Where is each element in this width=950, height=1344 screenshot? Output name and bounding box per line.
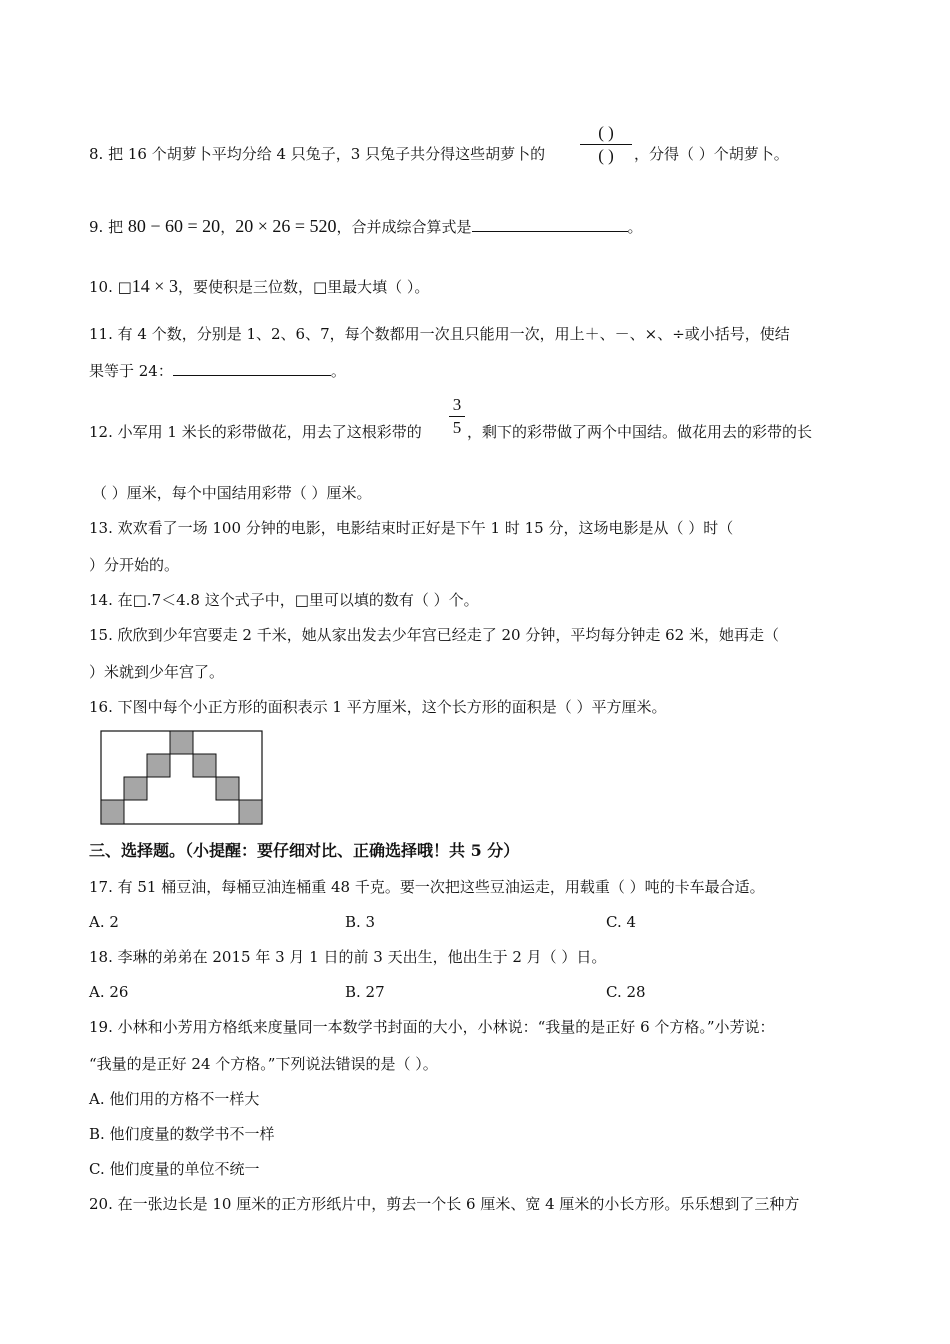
q12-line2 (92, 483, 372, 503)
q11-line2-end: 。 (330, 362, 346, 380)
q8-suffix-line (634, 144, 789, 164)
q14-text: 14. 在□.7＜4.8 这个式子中，□里可以填的数有（ ）个。 (89, 591, 479, 609)
q18-option-a[interactable] (89, 982, 128, 1002)
q10-suffix: ，要使积是三位数，□里最大填（ ）。 (177, 278, 430, 296)
q19-option-c[interactable] (89, 1159, 259, 1179)
section3-title: 三、选择题。（小提醒：要仔细对比、正确选择哦！共 5 分） (89, 841, 520, 860)
q17-option-c-label: C. 4 (606, 913, 637, 931)
q19-option-c-label: C. 他们度量的单位不统一 (89, 1160, 260, 1178)
q19-option-a[interactable] (89, 1089, 259, 1109)
q10-line (89, 276, 429, 297)
shaded-square (147, 754, 170, 777)
shaded-square (101, 800, 124, 824)
q14-line (89, 590, 479, 610)
q18-option-a-label: A. 26 (89, 983, 129, 1001)
q18-text: 18. 李琳的弟弟在 2015 年 3 月 1 日的前 3 天出生，他出生于 2 月（ ）日。 (89, 948, 607, 966)
q9-suffix: ，合并成综合算式是 (336, 218, 472, 236)
q19-option-b[interactable] (89, 1124, 275, 1144)
q9-end: 。 (627, 218, 643, 236)
q18-line (89, 947, 606, 967)
q10-expr: 14 × 3 (131, 276, 178, 296)
q18-option-c[interactable] (606, 982, 646, 1002)
q12-fraction (447, 394, 467, 439)
q13-line1 (89, 518, 733, 538)
q8-suffix: ，分得（ ）个胡萝卜。 (634, 145, 789, 163)
q11-text: 11. 有 4 个数，分别是 1、2、6、7，每个数都用一次且只能用一次，用上＋、－、×、÷或小括号，使结 (89, 325, 790, 343)
q17-text: 17. 有 51 桶豆油，每桶豆油连桶重 48 千克。要一次把这些豆油运走，用载重（ ）吨的卡车最合适。 (89, 878, 765, 896)
q17-option-b-label: B. 3 (345, 913, 376, 931)
q15-line1-text: 15. 欣欣到少年宫要走 2 千米，她从家出发去少年宫已经走了 20 分钟，平均每分钟走 62 米，她再走（ (89, 626, 779, 644)
q12-fraction-numerator: 3 (452, 395, 462, 414)
q19-line1 (89, 1017, 775, 1037)
q20-line (89, 1194, 799, 1214)
q17-option-c[interactable] (606, 912, 636, 932)
q17-option-a-label: A. 2 (89, 913, 119, 931)
q18-option-c-label: C. 28 (606, 983, 646, 1001)
q18-option-b-label: B. 27 (345, 983, 385, 1001)
q16-line (89, 697, 666, 717)
q12-line1-prefix: 12. 小军用 1 米长的彩带做花，用去了这根彩带的 (89, 423, 422, 441)
q19-line2-text: “我量的是正好 24 个方格。”下列说法错误的是（ ）。 (89, 1055, 438, 1073)
q20-text: 20. 在一张边长是 10 厘米的正方形纸片中，剪去一个长 6 厘米、宽 4 厘米的小长方形。乐乐想到了三种方 (89, 1195, 800, 1213)
q9-answer-blank[interactable] (472, 217, 628, 232)
q8-line (89, 144, 545, 164)
q17-line (89, 877, 765, 897)
q12-line2-text: （ ）厘米，每个中国结用彩带（ ）厘米。 (92, 484, 372, 502)
q8-fraction-numerator: ( ) (598, 123, 614, 142)
q19-option-a-label: A. 他们用的方格不一样大 (89, 1090, 260, 1108)
shaded-square (239, 800, 262, 824)
q19-line1-text: 19. 小林和小芳用方格纸来度量同一本数学书封面的大小，小林说：“我量的是正好 6 个方格。”小芳说： (89, 1018, 775, 1036)
q13-line2 (89, 555, 179, 575)
q9-expr2: 20 × 26 = 520 (235, 216, 337, 236)
shaded-square (216, 777, 239, 800)
q15-line2 (89, 662, 224, 682)
shaded-square (124, 777, 147, 800)
q11-answer-blank[interactable] (173, 361, 331, 376)
q13-line2-text: ）分开始的。 (89, 556, 180, 574)
shaded-square (170, 731, 193, 754)
q10-prefix: 10. □ (89, 278, 132, 296)
q12-line1-suffix: ，剩下的彩带做了两个中国结。做花用去的彩带的长 (467, 423, 813, 441)
q11-line1 (89, 324, 790, 344)
q17-option-b[interactable] (345, 912, 375, 932)
q16-text: 16. 下图中每个小正方形的面积表示 1 平方厘米，这个长方形的面积是（ ）平方厘米。 (89, 698, 667, 716)
q9-sep: ， (220, 218, 236, 236)
q15-line1 (89, 625, 779, 645)
q12-line1-left (89, 422, 422, 442)
q9-line (89, 216, 643, 237)
q13-line1-text: 13. 欢欢看了一场 100 分钟的电影，电影结束时正好是下午 1 时 15 分，这场电影是从（ ）时（ (89, 519, 734, 537)
q9-prefix: 9. 把 (89, 218, 124, 236)
q9-expr1: 80 − 60 = 20 (127, 216, 221, 236)
q19-line2 (89, 1054, 438, 1074)
section3-heading (89, 841, 519, 861)
q18-option-b[interactable] (345, 982, 385, 1002)
shaded-square (193, 754, 216, 777)
q19-option-b-label: B. 他们度量的数学书不一样 (89, 1125, 275, 1143)
q8-prefix: 8. 把 16 个胡萝卜平均分给 4 只兔子，3 只兔子共分得这些胡萝卜的 (89, 145, 546, 163)
q8-fraction-denominator: ( ) (598, 146, 614, 165)
q12-line1-right (467, 422, 812, 442)
q11-line2-prefix: 果等于 24： (89, 362, 173, 380)
q17-option-a[interactable] (89, 912, 119, 932)
q11-line2 (89, 361, 346, 381)
q8-fraction (578, 122, 634, 167)
q12-fraction-denominator: 5 (452, 418, 462, 437)
q15-line2-text: ）米就到少年宫了。 (89, 663, 225, 681)
q16-grid-figure (100, 730, 264, 826)
